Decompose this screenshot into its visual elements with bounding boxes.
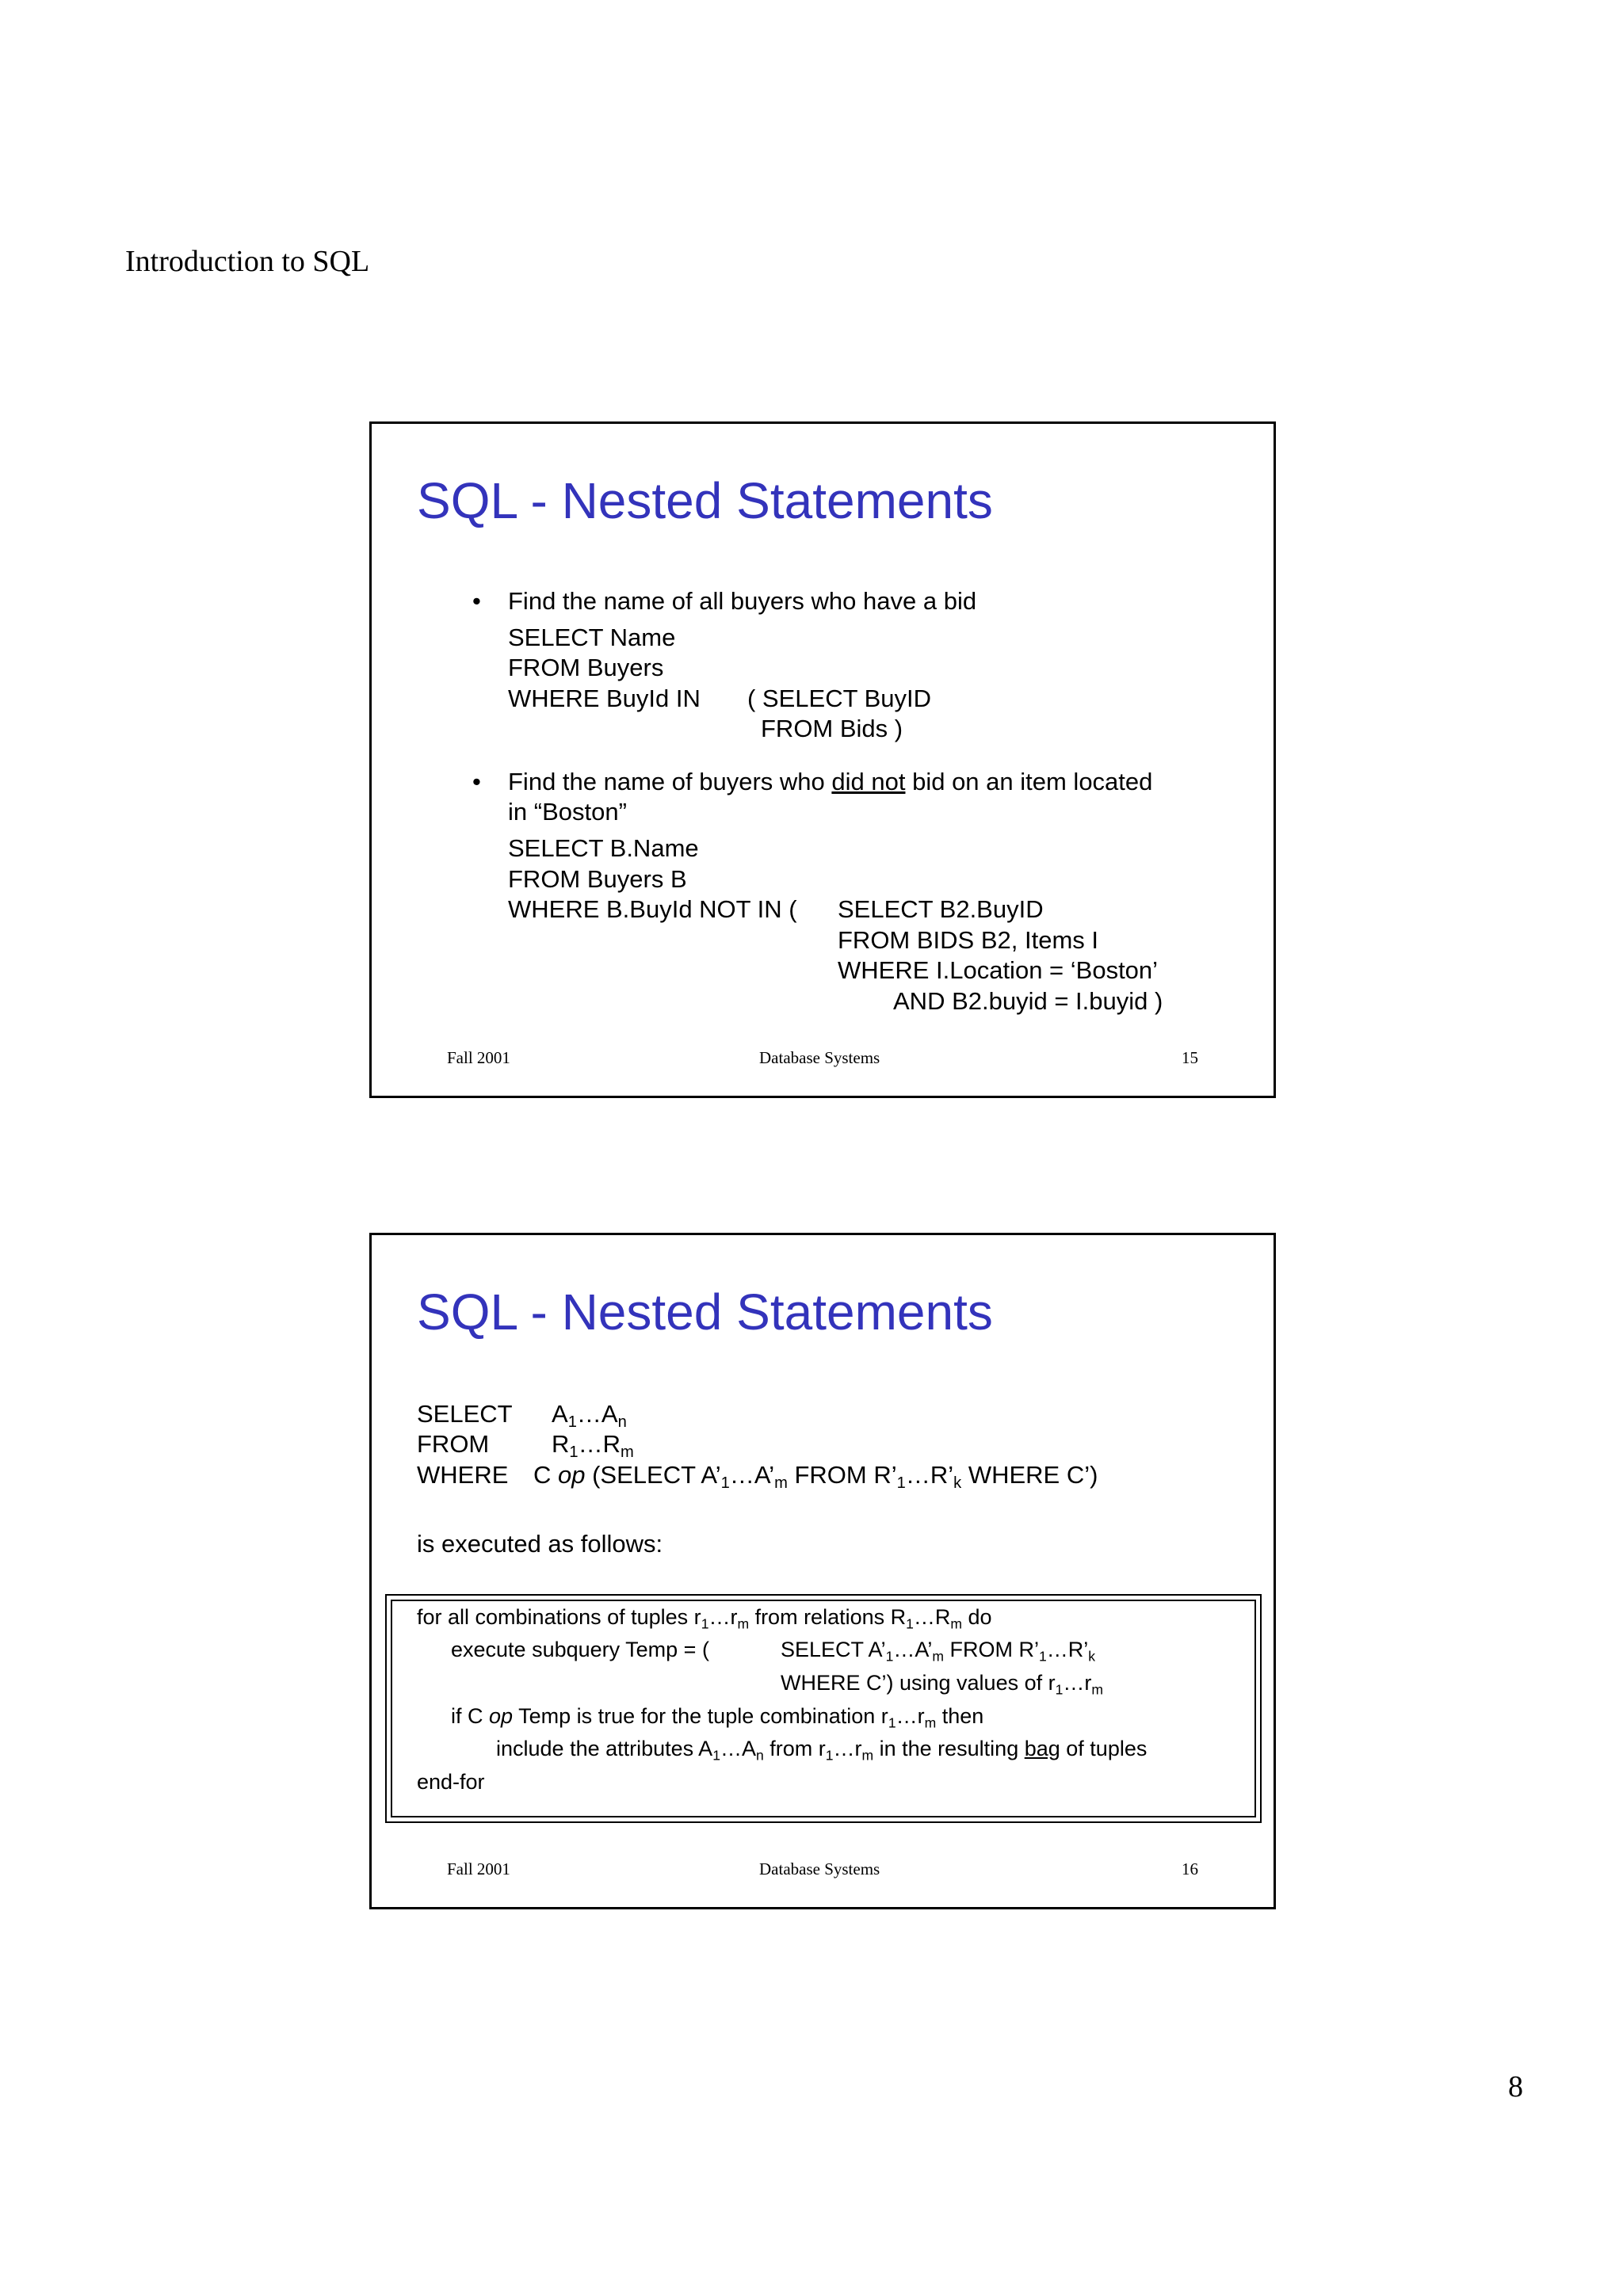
- sql-line: ( SELECT BuyID: [747, 685, 932, 712]
- sql-from-list: $R_1\dots R_m$: [552, 1430, 634, 1462]
- footer-course: Database Systems: [759, 1859, 880, 1878]
- slide-title: SQL - Nested Statements: [417, 1283, 993, 1341]
- sql-line: SELECT Name: [508, 624, 676, 651]
- sql-keyword: SELECT: [417, 1400, 513, 1428]
- sql-line: FROM Buyers B: [508, 865, 687, 893]
- footer-slide-number: 15: [1182, 1048, 1198, 1067]
- sql-select-list: $A_1\dots A_n$: [552, 1400, 627, 1432]
- sql-line: SELECT B.Name: [508, 834, 699, 862]
- algorithm-line: for all combinations of tuples $r_1\dots r_m$ from relations $R_1\dots R_m$ do: [417, 1605, 992, 1632]
- bullet: •: [472, 587, 481, 615]
- algorithm-line: WHERE C’) using values of $r_1\dots r_m$: [781, 1671, 1103, 1698]
- sql-line: SELECT B2.BuyID: [838, 895, 1044, 923]
- page-header: Introduction to SQL: [125, 245, 370, 278]
- sql-keyword: WHERE: [417, 1461, 509, 1489]
- algorithm-line: include the attributes $A_1\dots A_n$ from $r_1\dots r_m$ in the resulting bag of tuples: [496, 1737, 1148, 1764]
- sql-keyword: FROM: [417, 1430, 490, 1458]
- question-text-part: bid on an item located: [905, 768, 1153, 795]
- algorithm-line: SELECT $A’_1\dots A’_m$ FROM $R’_1\dots R’_k$: [781, 1638, 1095, 1665]
- underlined-text: did not: [831, 768, 906, 795]
- question-text-part: Find the name of buyers who: [508, 768, 832, 795]
- page-number: 8: [1508, 2070, 1523, 2103]
- algorithm-line: end-for: [417, 1770, 485, 1794]
- sql-line: FROM BIDS B2, Items I: [838, 926, 1098, 954]
- sql-line: WHERE I.Location = ‘Boston’: [838, 956, 1159, 984]
- sql-line: FROM Bids ): [761, 715, 903, 742]
- question-text: in “Boston”: [508, 798, 627, 826]
- slide-16: [369, 1233, 1276, 1909]
- sql-line: WHERE B.BuyId NOT IN (: [508, 895, 797, 923]
- execution-note: is executed as follows:: [417, 1530, 663, 1558]
- question-text: Find the name of all buyers who have a bid: [508, 587, 977, 615]
- slide-title: SQL - Nested Statements: [417, 472, 993, 529]
- sql-line: FROM Buyers: [508, 654, 664, 681]
- question-text: [508, 768, 1152, 796]
- footer-date: Fall 2001: [447, 1048, 510, 1067]
- bullet: •: [472, 768, 481, 795]
- algorithm-line: if C op Temp is true for the tuple combination $r_1\dots r_m$ then: [451, 1704, 984, 1731]
- sql-where-clause: C op (SELECT $A’_1\dots A’_m$ FROM $R’_1\dots R’_k$ WHERE C’): [533, 1461, 1098, 1493]
- algorithm-box: [385, 1594, 1262, 1823]
- footer-course: Database Systems: [759, 1048, 880, 1067]
- footer-slide-number: 16: [1182, 1859, 1198, 1878]
- algorithm-line: execute subquery Temp = (: [451, 1638, 709, 1661]
- slide-15: [369, 421, 1276, 1098]
- sql-line: AND B2.buyid = I.buyid ): [893, 987, 1163, 1015]
- footer-date: Fall 2001: [447, 1859, 510, 1878]
- sql-line: WHERE BuyId IN: [508, 685, 701, 712]
